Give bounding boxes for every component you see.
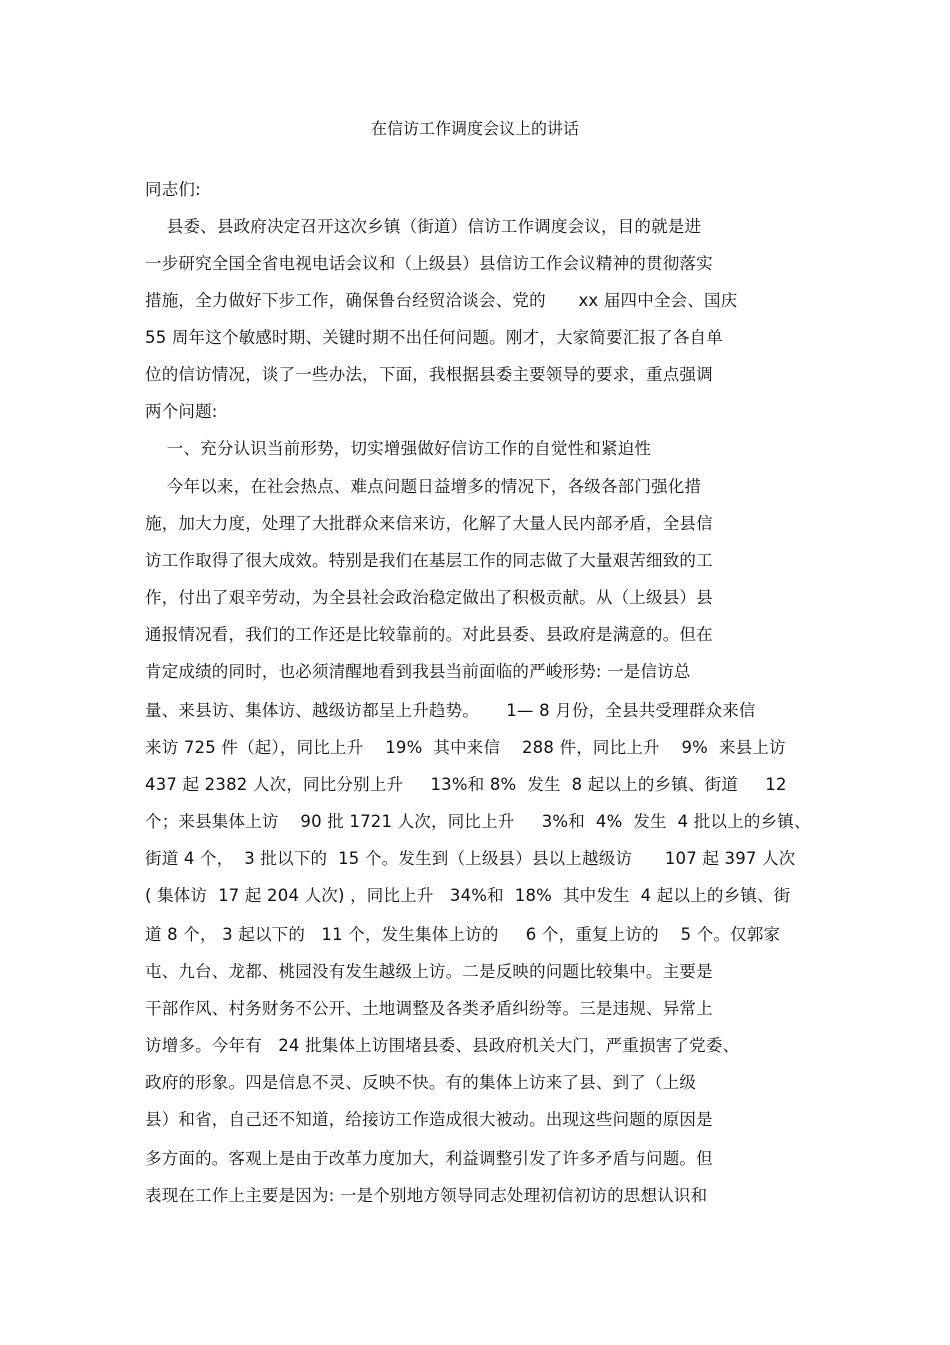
paragraph-line: 肯定成绩的同时，也必须清醒地看到我县当前面临的严峻形势: 一是信访总: [145, 662, 691, 681]
paragraph-line: 访工作取得了很大成效。特别是我们在基层工作的同志做了大量艰苦细致的工: [145, 551, 713, 570]
paragraph-line: 县）和省，自己还不知道，给接访工作造成很大被动。出现这些问题的原因是: [145, 1110, 713, 1129]
paragraph-line: 施，加大力度，处理了大批群众来信来访，化解了大量人民内部矛盾，全县信: [145, 514, 713, 533]
paragraph-line: 同志们:: [145, 180, 201, 199]
paragraph-line: ( 集体访 17 起 204 人次) ，同比上升 34%和 18% 其中发生 4 起以上的乡镇、街: [145, 886, 791, 905]
paragraph-line: 通报情况看，我们的工作还是比较靠前的。对此县委、县政府是满意的。但在: [145, 625, 713, 644]
paragraph-line: 干部作风、村务财务不公开、土地调整及各类矛盾纠纷等。三是违规、异常上: [145, 999, 713, 1018]
paragraph-line: 屯、九台、龙都、桃园没有发生越级上访。二是反映的问题比较集中。主要是: [145, 962, 713, 981]
paragraph-line: 437 起 2382 人次，同比分别上升 13%和 8% 发生 8 起以上的乡镇、街道 12: [145, 775, 787, 794]
document-title: 在信访工作调度会议上的讲话: [370, 119, 579, 138]
paragraph-line: 政府的形象。四是信息不灵、反映不快。有的集体上访来了县、到了（上级: [145, 1073, 697, 1092]
paragraph-line: 道 8 个， 3 起以下的 11 个，发生集体上访的 6 个，重复上访的 5 个。仅郭家: [145, 925, 781, 944]
section-heading: 一、充分认识当前形势，切实增强做好信访工作的自觉性和紧迫性: [145, 439, 652, 458]
paragraph-line: 两个问题:: [145, 402, 218, 421]
paragraph-line: 来访 725 件（起），同比上升 19% 其中来信 288 件，同比上升 9% 来县上访: [145, 738, 786, 757]
paragraph-line: 县委、县政府决定召开这次乡镇（街道）信访工作调度会议，目的就是进: [145, 217, 702, 236]
paragraph-line: 量、来县访、集体访、越级访都呈上升趋势。 1— 8 月份，全县共受理群众来信: [145, 701, 756, 720]
paragraph-line: 访增多。今年有 24 批集体上访围堵县委、县政府机关大门，严重损害了党委、: [145, 1036, 740, 1055]
paragraph-line: 表现在工作上主要是因为: 一是个别地方领导同志处理初信初访的思想认识和: [145, 1186, 708, 1205]
paragraph-line: 措施，全力做好下步工作，确保鲁台经贸洽谈会、党的 xx 届四中全会、国庆: [145, 291, 738, 310]
paragraph-line: 一步研究全国全省电视电话会议和（上级县）县信访工作会议精神的贯彻落实: [145, 254, 713, 273]
paragraph-line: 个；来县集体上访 90 批 1721 人次，同比上升 3%和 4% 发生 4 批以上的乡镇、: [145, 812, 811, 831]
paragraph-line: 作，付出了艰辛劳动，为全县社会政治稳定做出了积极贡献。从（上级县）县: [145, 588, 713, 607]
paragraph-line: 今年以来，在社会热点、难点问题日益增多的情况下，各级各部门强化措: [145, 477, 702, 496]
paragraph-line: 55 周年这个敏感时期、关键时期不出任何问题。刚才，大家简要汇报了各自单: [145, 328, 723, 347]
paragraph-line: 多方面的。客观上是由于改革力度加大，利益调整引发了许多矛盾与问题。但: [145, 1149, 713, 1168]
paragraph-line: 位的信访情况，谈了一些办法，下面，我根据县委主要领导的要求，重点强调: [145, 365, 713, 384]
paragraph-line: 街道 4 个， 3 批以下的 15 个。发生到（上级县）县以上越级访 107 起 397 人次: [145, 849, 796, 868]
